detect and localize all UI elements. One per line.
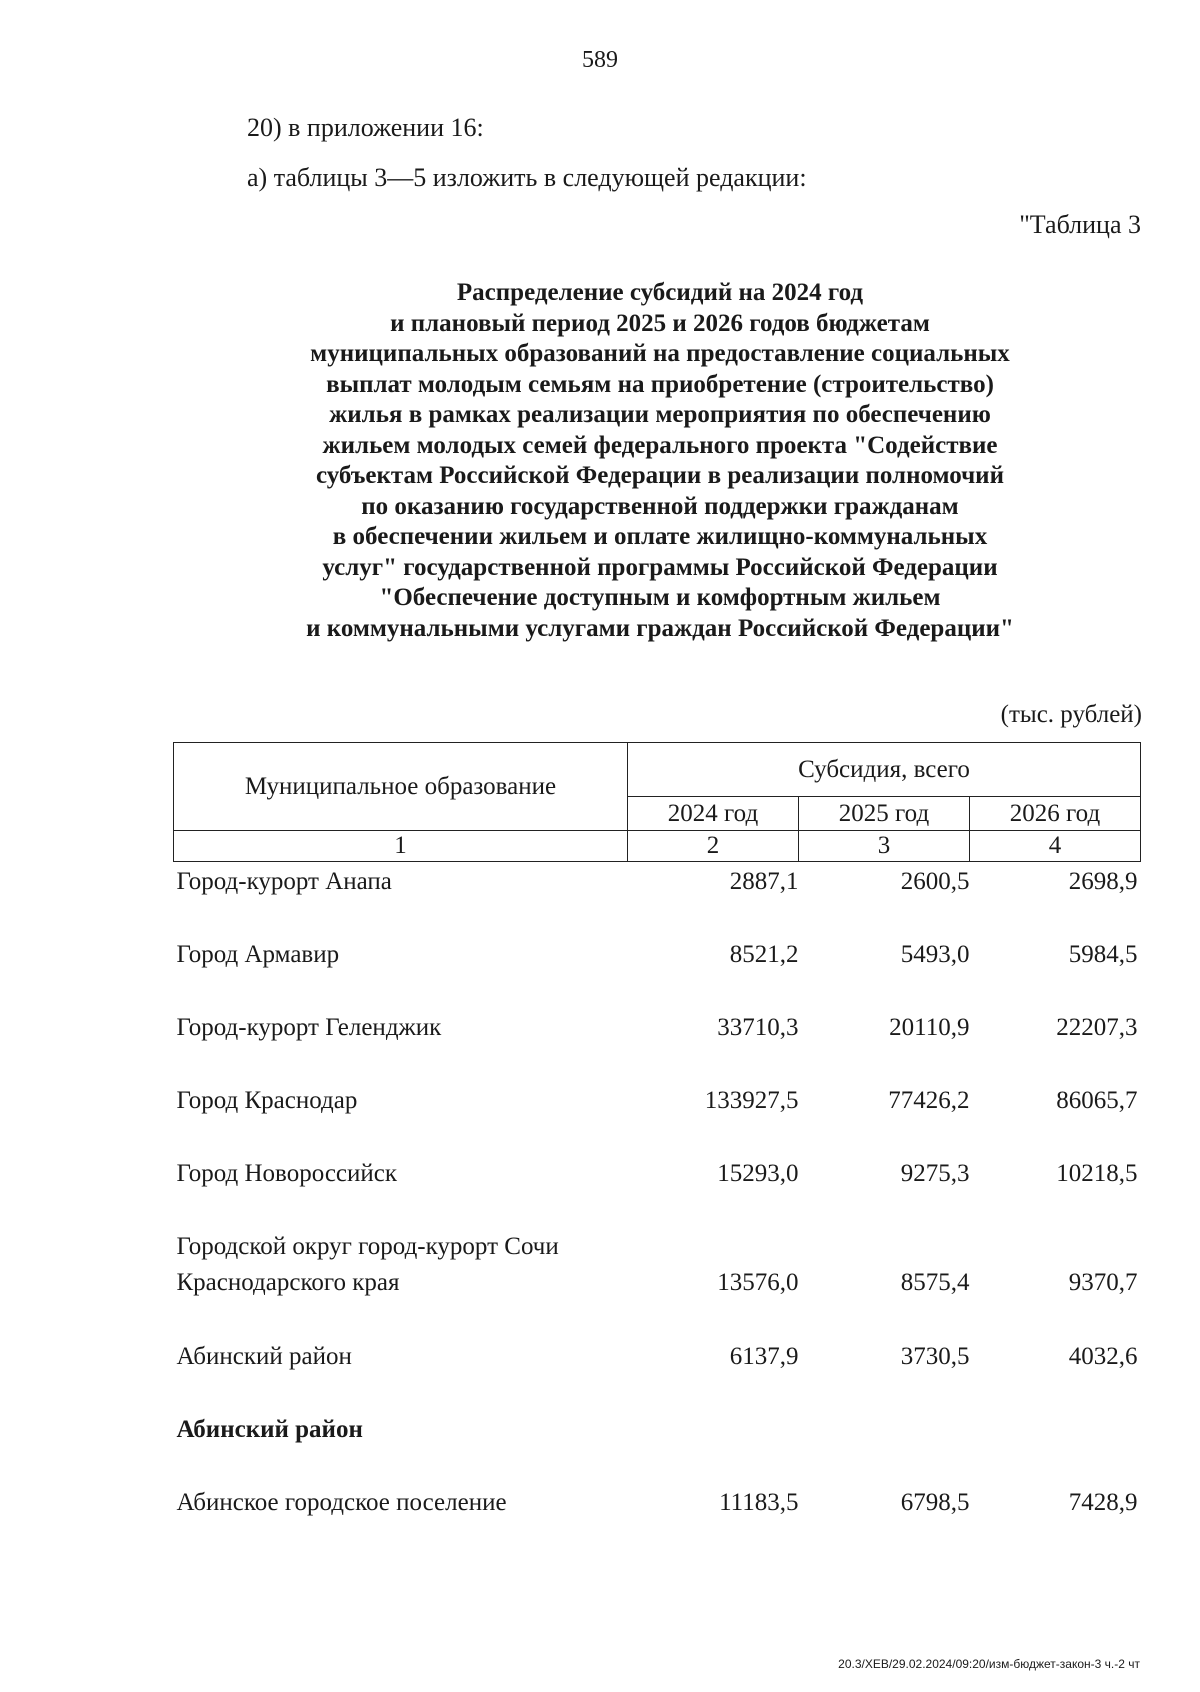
table-row [174, 1008, 1141, 1081]
municipality-name: Город Армавир [176, 940, 340, 968]
column-number: 2 [628, 831, 799, 862]
value-2024: 2887,1 [729, 868, 799, 895]
heading-line: в обеспечении жильем и оплате жилищно-коммунальных [332, 523, 988, 550]
municipality-name: Город-курорт Анапа [176, 868, 392, 895]
heading-line: жильем молодых семей федерального проекта "Содействие [322, 431, 998, 459]
heading-line: жилья в рамках реализации мероприятия по обеспечению [329, 401, 991, 428]
district-subheading: Абинский район [176, 1415, 363, 1443]
column-header-subsidy-total: Субсидия, всего [628, 743, 1141, 797]
heading-line: муниципальных образований на предоставление социальных [310, 340, 1010, 367]
table-label: "Таблица 3 [1019, 210, 1141, 239]
heading-line: выплат молодым семьям на приобретение (строительство) [326, 370, 994, 398]
municipality-name: Город-курорт Геленджик [176, 1013, 442, 1041]
heading-line: и коммунальными услугами граждан Российской Федерации" [306, 614, 1014, 642]
value-2026: 7428,9 [1068, 1488, 1138, 1516]
table-row [174, 935, 1141, 1008]
column-header-2026: 2026 год [970, 797, 1141, 831]
table-heading [160, 278, 1160, 644]
heading-line: "Обеспечение доступным и комфортным жильем [379, 584, 941, 611]
value-2025: 2600,5 [900, 868, 970, 895]
column-number: 1 [174, 831, 628, 862]
intro-line-1: 20) в приложении 16: [247, 113, 484, 142]
municipality-name: Абинское городское поселение [176, 1488, 507, 1516]
column-number: 4 [970, 831, 1141, 862]
table-row [174, 1081, 1141, 1154]
value-2024: 13576,0 [717, 1268, 799, 1296]
table-row-subheading [174, 1410, 1141, 1483]
value-2024: 33710,3 [717, 1013, 799, 1041]
units-label: (тыс. рублей) [1000, 701, 1142, 728]
municipality-name: Город Новороссийск [176, 1159, 398, 1187]
value-2025: 6798,5 [900, 1488, 970, 1516]
municipality-name-line: Городской округ город-курорт Сочи [176, 1232, 559, 1260]
value-2025: 3730,5 [900, 1342, 970, 1370]
heading-line: Распределение субсидий на 2024 год [456, 279, 864, 306]
value-2026: 10218,5 [1056, 1159, 1138, 1187]
value-2026: 4032,6 [1068, 1342, 1138, 1370]
value-2024: 15293,0 [717, 1159, 799, 1187]
value-2024: 8521,2 [729, 940, 799, 968]
table-row [174, 1154, 1141, 1227]
heading-line: субъектам Российской Федерации в реализации полномочий [316, 462, 1004, 489]
page-number: 589 [582, 47, 618, 73]
value-2024: 6137,9 [729, 1342, 799, 1370]
table-row [174, 1337, 1141, 1410]
value-2025: 8575,4 [900, 1268, 970, 1296]
value-2024: 11183,5 [719, 1488, 799, 1516]
value-2024: 133927,5 [704, 1086, 799, 1114]
column-header-2024: 2024 год [628, 797, 799, 831]
heading-line: по оказанию государственной поддержки гражданам [361, 492, 959, 520]
table-row [174, 1227, 1141, 1337]
column-header-2025: 2025 год [799, 797, 970, 831]
intro-line-2: а) таблицы 3—5 изложить в следующей редакции: [247, 163, 807, 192]
heading-line: и плановый период 2025 и 2026 годов бюджетам [390, 309, 930, 337]
table-row [174, 1483, 1141, 1556]
value-2026: 5984,5 [1068, 940, 1138, 968]
value-2026: 22207,3 [1056, 1013, 1138, 1041]
column-header-municipality: Муниципальное образование [174, 743, 628, 831]
column-number: 3 [799, 831, 970, 862]
subsidy-table [173, 742, 1141, 1556]
heading-line: услуг" государственной программы Российской Федерации [322, 553, 998, 581]
value-2025: 5493,0 [900, 940, 970, 968]
value-2026: 86065,7 [1056, 1086, 1138, 1114]
municipality-name: Абинский район [176, 1342, 352, 1370]
municipality-name: Город Краснодар [176, 1086, 358, 1114]
table-row [174, 862, 1141, 935]
value-2025: 77426,2 [888, 1086, 970, 1114]
document-footer-code: 20.3/ХЕВ/29.02.2024/09:20/изм-бюджет-закон-3 ч.-2 чт [838, 1657, 1140, 1671]
municipality-name [174, 1227, 628, 1337]
value-2025: 20110,9 [889, 1013, 970, 1041]
value-2026: 2698,9 [1068, 868, 1138, 895]
value-2025: 9275,3 [900, 1159, 970, 1187]
municipality-name-line: Краснодарского края [176, 1268, 400, 1296]
value-2026: 9370,7 [1068, 1268, 1138, 1296]
